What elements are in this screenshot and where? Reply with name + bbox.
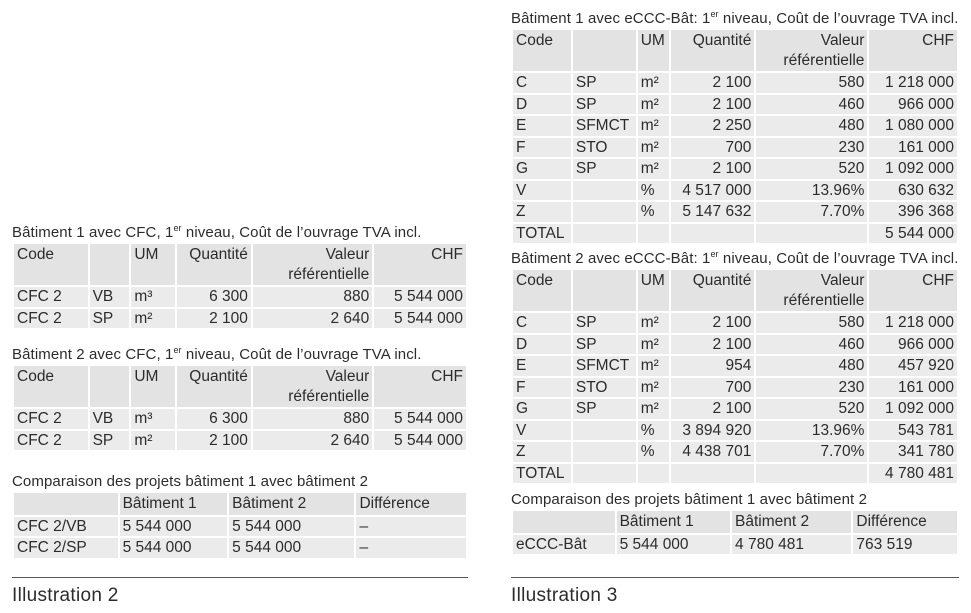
table-cell: 7.70% [755, 201, 868, 223]
table-cell: E [512, 115, 572, 137]
header-row [13, 365, 467, 408]
table-cell: C [512, 72, 572, 94]
table-cell: V [512, 420, 572, 442]
table-cell: 4 780 481 [731, 534, 852, 556]
table-row [512, 115, 958, 137]
table-cell: 2 100 [176, 430, 252, 452]
table-cell: m³ [130, 408, 176, 430]
table-cell: 457 920 [868, 355, 958, 377]
table-cell: – [355, 537, 467, 559]
table-row [13, 286, 467, 308]
table-cell: 966 000 [868, 94, 958, 116]
right-illustration-label: Illustration 3 [511, 585, 618, 606]
table-cell: m² [637, 137, 670, 159]
table-cell: 2 100 [670, 398, 756, 420]
table-row [512, 94, 958, 116]
table-cell [572, 201, 637, 223]
table-cell: 1 092 000 [868, 158, 958, 180]
column-header: Code [512, 269, 572, 312]
right-comparison-table [511, 509, 959, 556]
right-table1 [511, 28, 959, 245]
left-comparison-caption: Comparaison des projets bâtiment 1 avec bâtiment 2 [12, 473, 369, 490]
table-cell: 230 [755, 377, 868, 399]
table-cell: – [355, 516, 467, 538]
table-row [512, 158, 958, 180]
table-cell: 396 368 [868, 201, 958, 223]
table-cell: 5 544 000 [373, 308, 467, 330]
column-header: UM [637, 269, 670, 312]
table-row [512, 534, 958, 556]
table-cell: eCCC-Bât [512, 534, 616, 556]
table-cell: 4 517 000 [670, 180, 756, 202]
table-row [512, 72, 958, 94]
table-cell: 5 544 000 [119, 537, 229, 559]
table-cell: SP [89, 308, 131, 330]
table-cell: 1 092 000 [868, 398, 958, 420]
table-row [13, 516, 467, 538]
table-cell: 2 100 [670, 334, 756, 356]
table-cell: SP [572, 158, 637, 180]
column-header [572, 29, 637, 72]
column-header: Code [512, 29, 572, 72]
left-divider [12, 577, 468, 578]
right-table1-caption: Bâtiment 1 avec eCCC-Bât: 1er niveau, Coût de l’ouvrage TVA incl. [511, 9, 959, 27]
column-header: Bâtiment 1 [119, 492, 229, 516]
table-row [512, 180, 958, 202]
table-cell [637, 223, 670, 245]
table-cell: CFC 2 [13, 286, 89, 308]
table-cell: G [512, 158, 572, 180]
table-cell: 5 544 000 [373, 286, 467, 308]
table-cell [572, 180, 637, 202]
header-row [512, 29, 958, 72]
table-row [512, 223, 958, 245]
table-row [512, 420, 958, 442]
table-cell: 520 [755, 158, 868, 180]
table-row [512, 137, 958, 159]
table-cell: 2 640 [252, 430, 373, 452]
table-cell: 4 780 481 [868, 463, 958, 485]
right-divider [511, 577, 959, 578]
table-cell: m² [637, 377, 670, 399]
table-cell [670, 463, 756, 485]
column-header: Valeur référentielle [252, 365, 373, 408]
table-cell: % [637, 180, 670, 202]
table-cell: V [512, 180, 572, 202]
table-cell: SP [572, 72, 637, 94]
table-cell: 1 218 000 [868, 72, 958, 94]
table-cell: 480 [755, 115, 868, 137]
column-header: Bâtiment 1 [616, 510, 731, 534]
table-cell: 7.70% [755, 441, 868, 463]
table-cell: SP [572, 398, 637, 420]
column-header: Bâtiment 2 [228, 492, 355, 516]
header-row [512, 510, 958, 534]
table-cell: 5 544 000 [228, 537, 355, 559]
header-row [13, 492, 467, 516]
table-row [512, 441, 958, 463]
table-cell: SP [572, 94, 637, 116]
table-cell: F [512, 137, 572, 159]
column-header [89, 365, 131, 408]
column-header [89, 243, 131, 286]
column-header: Quantité [176, 365, 252, 408]
table-cell: m² [637, 158, 670, 180]
table-cell: Z [512, 441, 572, 463]
table-cell: 341 780 [868, 441, 958, 463]
table-cell: Z [512, 201, 572, 223]
column-header: UM [637, 29, 670, 72]
table-cell: 954 [670, 355, 756, 377]
table-cell: 5 544 000 [228, 516, 355, 538]
table-cell: 543 781 [868, 420, 958, 442]
table-cell: 4 438 701 [670, 441, 756, 463]
table-cell: SP [89, 430, 131, 452]
table-cell: 880 [252, 408, 373, 430]
table-cell [755, 223, 868, 245]
table-cell: 1 218 000 [868, 312, 958, 334]
column-header: Différence [852, 510, 958, 534]
table-cell: 161 000 [868, 377, 958, 399]
table-cell: E [512, 355, 572, 377]
table-cell: 3 894 920 [670, 420, 756, 442]
table-cell: CFC 2/VB [13, 516, 119, 538]
table-row [512, 334, 958, 356]
column-header: Valeur référentielle [755, 269, 868, 312]
table-cell: m² [130, 430, 176, 452]
column-header: Quantité [670, 269, 756, 312]
table-cell: SFMCT [572, 115, 637, 137]
table-cell: 6 300 [176, 286, 252, 308]
column-header: Bâtiment 2 [731, 510, 852, 534]
table-cell: 1 080 000 [868, 115, 958, 137]
table-cell: CFC 2/SP [13, 537, 119, 559]
table-cell: m² [130, 308, 176, 330]
table-cell: 2 100 [176, 308, 252, 330]
table-cell: 5 147 632 [670, 201, 756, 223]
table-cell: STO [572, 377, 637, 399]
column-header: Valeur référentielle [252, 243, 373, 286]
table-cell [572, 463, 637, 485]
table-cell: 700 [670, 377, 756, 399]
left-table1-caption: Bâtiment 1 avec CFC, 1er niveau, Coût de l’ouvrage TVA incl. [12, 223, 422, 241]
left-table2-caption: Bâtiment 2 avec CFC, 1er niveau, Coût de l’ouvrage TVA incl. [12, 345, 422, 363]
table-cell [572, 223, 637, 245]
table-cell: 5 544 000 [119, 516, 229, 538]
table-cell: 480 [755, 355, 868, 377]
column-header: UM [130, 243, 176, 286]
table-cell [572, 441, 637, 463]
column-header: Code [13, 243, 89, 286]
table-cell: 5 544 000 [868, 223, 958, 245]
column-header: UM [130, 365, 176, 408]
column-header: Valeur référentielle [755, 29, 868, 72]
column-header [13, 492, 119, 516]
column-header: CHF [868, 269, 958, 312]
table-cell: 580 [755, 72, 868, 94]
column-header: CHF [373, 243, 467, 286]
table-cell: m² [637, 398, 670, 420]
left-comparison-section [12, 473, 468, 560]
table-cell: 2 640 [252, 308, 373, 330]
column-header: Code [13, 365, 89, 408]
table-row [512, 312, 958, 334]
table-cell: 460 [755, 94, 868, 116]
column-header: CHF [868, 29, 958, 72]
table-cell: 966 000 [868, 334, 958, 356]
left-table1 [12, 242, 468, 330]
table-cell [670, 223, 756, 245]
table-cell: SP [572, 334, 637, 356]
table-cell: VB [89, 286, 131, 308]
header-row [13, 243, 467, 286]
table-cell: 520 [755, 398, 868, 420]
table-cell: m² [637, 72, 670, 94]
table-cell [572, 420, 637, 442]
table-cell: F [512, 377, 572, 399]
table-cell: TOTAL [512, 463, 572, 485]
table-cell: % [637, 441, 670, 463]
table-cell: 161 000 [868, 137, 958, 159]
header-row [512, 269, 958, 312]
right-comparison-section [511, 491, 959, 556]
left-comparison-table [12, 491, 468, 560]
table-row [512, 377, 958, 399]
table-cell: m² [637, 334, 670, 356]
right-comparison-caption: Comparaison des projets bâtiment 1 avec bâtiment 2 [511, 491, 868, 508]
table-cell: CFC 2 [13, 430, 89, 452]
column-header: CHF [373, 365, 467, 408]
right-table1-section [511, 10, 959, 245]
table-cell: D [512, 334, 572, 356]
table-cell: G [512, 398, 572, 420]
table-cell: m² [637, 115, 670, 137]
column-header [512, 510, 616, 534]
table-row [512, 355, 958, 377]
table-cell: m² [637, 312, 670, 334]
column-header: Différence [355, 492, 467, 516]
table-cell: SFMCT [572, 355, 637, 377]
column-header: Quantité [670, 29, 756, 72]
table-cell: 630 632 [868, 180, 958, 202]
left-table1-section [12, 224, 468, 330]
left-table2 [12, 364, 468, 452]
column-header [572, 269, 637, 312]
right-table2 [511, 268, 959, 485]
table-cell [755, 463, 868, 485]
table-cell: % [637, 201, 670, 223]
left-illustration-label: Illustration 2 [12, 585, 119, 606]
table-cell: % [637, 420, 670, 442]
table-cell: CFC 2 [13, 408, 89, 430]
table-cell: 763 519 [852, 534, 958, 556]
table-cell: 13.96% [755, 420, 868, 442]
table-cell: 700 [670, 137, 756, 159]
table-cell: 5 544 000 [373, 430, 467, 452]
table-cell: 2 100 [670, 158, 756, 180]
table-cell: D [512, 94, 572, 116]
table-cell: 460 [755, 334, 868, 356]
table-row [512, 398, 958, 420]
table-cell: 230 [755, 137, 868, 159]
table-cell: m² [637, 355, 670, 377]
table-cell: m³ [130, 286, 176, 308]
table-row [13, 308, 467, 330]
table-cell: 13.96% [755, 180, 868, 202]
table-row [13, 537, 467, 559]
table-cell: 2 100 [670, 72, 756, 94]
table-cell [637, 463, 670, 485]
table-cell: TOTAL [512, 223, 572, 245]
table-cell: 580 [755, 312, 868, 334]
table-cell: 5 544 000 [616, 534, 731, 556]
table-cell: CFC 2 [13, 308, 89, 330]
table-cell: 2 100 [670, 312, 756, 334]
table-cell: 2 100 [670, 94, 756, 116]
table-row [13, 408, 467, 430]
table-cell: C [512, 312, 572, 334]
table-cell: 6 300 [176, 408, 252, 430]
right-table2-caption: Bâtiment 2 avec eCCC-Bât: 1er niveau, Coût de l’ouvrage TVA incl. [511, 249, 959, 267]
table-cell: STO [572, 137, 637, 159]
table-cell: SP [572, 312, 637, 334]
column-header: Quantité [176, 243, 252, 286]
table-cell: m² [637, 94, 670, 116]
right-table2-section [511, 250, 959, 485]
table-cell: VB [89, 408, 131, 430]
table-cell: 5 544 000 [373, 408, 467, 430]
table-cell: 2 250 [670, 115, 756, 137]
table-row [512, 463, 958, 485]
table-row [512, 201, 958, 223]
table-row [13, 430, 467, 452]
table-cell: 880 [252, 286, 373, 308]
left-table2-section [12, 346, 468, 452]
